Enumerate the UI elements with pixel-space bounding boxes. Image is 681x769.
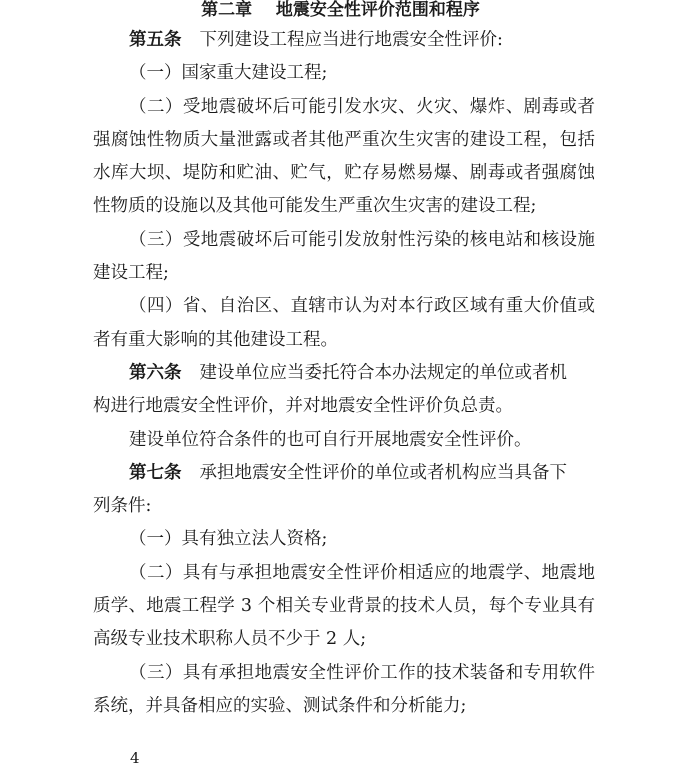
article-5-item-3-line-1: （三）受地震破坏后可能引发放射性污染的核电站和核设施 — [129, 229, 595, 250]
article-text: 下列建设工程应当进行地震安全性评价: — [199, 30, 503, 50]
article-5-item-2-line-1: （二）受地震破坏后可能引发水灾、火灾、爆炸、剧毒或者 — [129, 96, 595, 117]
article-5-item-3-line-2: 建设工程; — [93, 263, 169, 284]
article-5-item-2-line-2: 强腐蚀性物质大量泄露或者其他严重次生灾害的建设工程，包括 — [93, 129, 595, 150]
article-5-item-2-line-4: 性物质的设施以及其他可能发生严重次生灾害的建设工程; — [93, 196, 537, 217]
article-5-item-1: （一）国家重大建设工程; — [129, 63, 328, 84]
article-6-line-2: 构进行地震安全性评价，并对地震安全性评价负总责。 — [93, 396, 513, 417]
article-7-item-1: （一）具有独立法人资格; — [129, 529, 328, 550]
article-number: 第六条 — [129, 362, 182, 383]
chapter-title: 第二章 地震安全性评价范围和程序 — [201, 0, 480, 20]
article-number: 第七条 — [129, 462, 182, 483]
page-number: 4 — [130, 749, 140, 767]
article-7-item-2-line-1: （二）具有与承担地震安全性评价相适应的地震学、地震地 — [129, 562, 595, 583]
article-7-item-2-line-3: 高级专业技术职称人员不少于 2 人; — [93, 629, 367, 650]
article-5-item-2-line-3: 水库大坝、堤防和贮油、贮气，贮存易燃易爆、剧毒或者强腐蚀 — [93, 163, 595, 184]
article-7-item-3-line-2: 系统，并具备相应的实验、测试条件和分析能力; — [93, 695, 467, 716]
article-7-item-3-line-1: （三）具有承担地震安全性评价工作的技术装备和专用软件 — [129, 662, 595, 683]
article-6-paragraph-2: 建设单位符合条件的也可自行开展地震安全性评价。 — [129, 429, 532, 450]
article-5-heading — [93, 24, 595, 57]
article-7-heading — [93, 457, 595, 490]
article-7-line-2: 列条件: — [93, 496, 152, 517]
article-text: 承担地震安全性评价的单位或者机构应当具备下 — [199, 462, 567, 483]
document-body — [93, 24, 595, 723]
article-text: 建设单位应当委托符合本办法规定的单位或者机 — [199, 362, 567, 383]
article-6-heading — [93, 357, 595, 390]
article-5-item-4-line-2: 者有重大影响的其他建设工程。 — [93, 329, 338, 350]
article-number: 第五条 — [129, 30, 182, 50]
article-7-item-2-line-2: 质学、地震工程学 3 个相关专业背景的技术人员，每个专业具有 — [93, 596, 595, 617]
article-5-item-4-line-1: （四）省、自治区、直辖市认为对本行政区域有重大价值或 — [129, 296, 595, 317]
